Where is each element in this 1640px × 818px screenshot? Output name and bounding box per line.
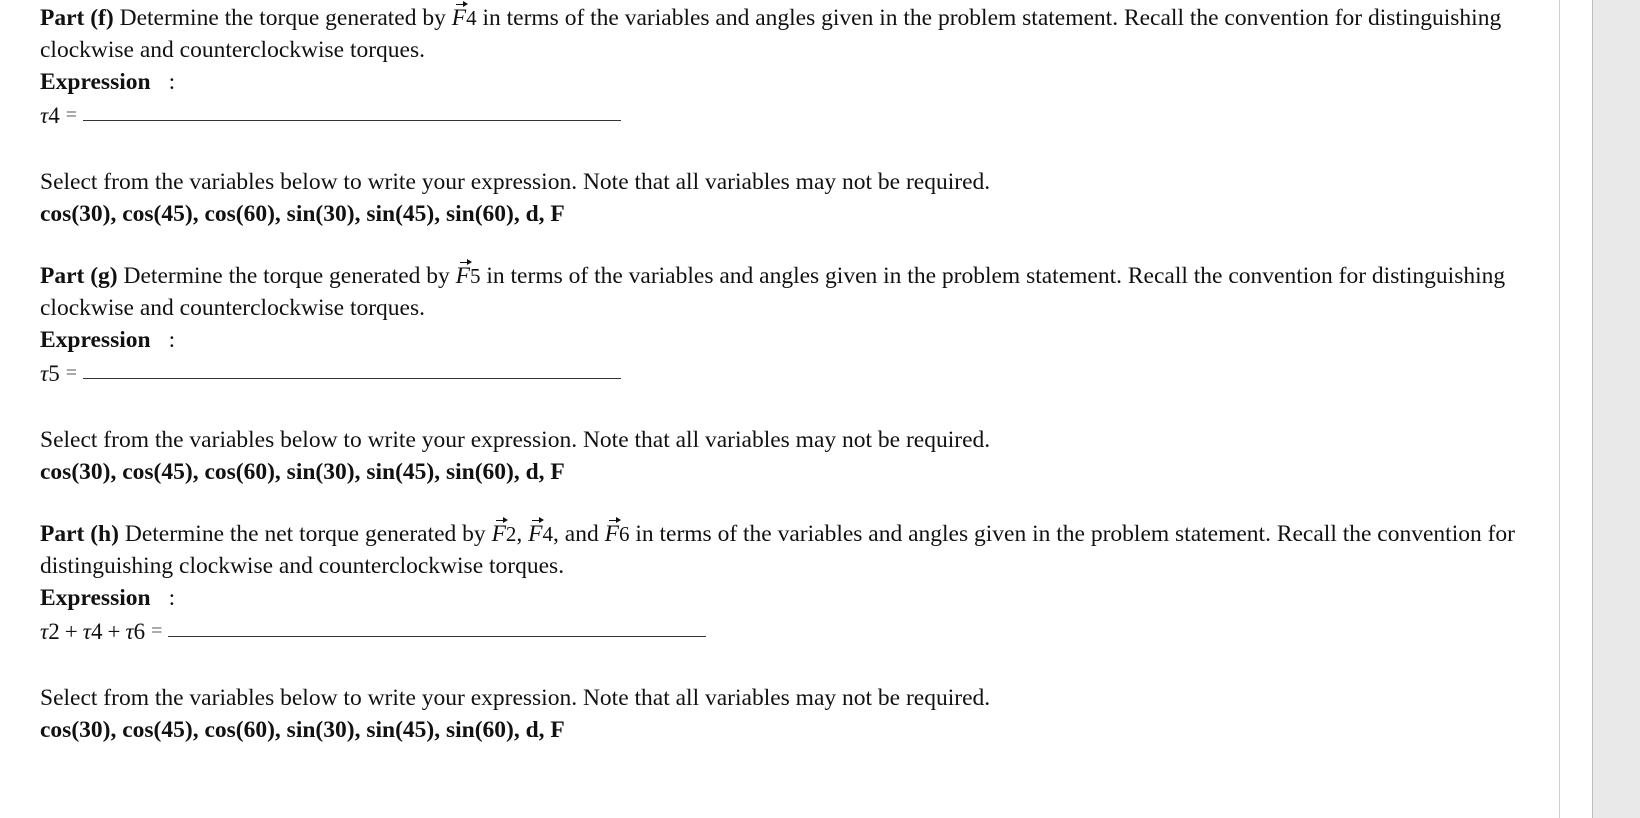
vector-f4 (452, 2, 466, 34)
vector-sub: 2 (505, 522, 517, 546)
part-h-text-after: in terms of the variables and angles given in the problem statement. Recall the convention for distinguishing clockwise and counterclockwise torques. (40, 521, 1516, 579)
vector-separator: , (516, 521, 529, 547)
answer-blank-f[interactable] (83, 98, 621, 121)
variables-list: cos(30), cos(45), cos(60), sin(30), sin(45), sin(60), d, F (40, 201, 565, 227)
expression-colon: : (168, 585, 176, 611)
part-g-text-after: in terms of the variables and angles given in the problem statement. Recall the convention for distinguishing clockwise and counterclockwise torques. (40, 263, 1506, 321)
part-h (40, 518, 1545, 746)
part-h-question (40, 518, 1545, 582)
expression-colon: : (168, 327, 176, 353)
vector-f4 (528, 518, 542, 550)
vector-f2 (492, 518, 506, 550)
left-margin (0, 0, 34, 818)
part-h-label: Part (h) (40, 521, 119, 547)
answer-row-h (40, 614, 1545, 652)
equals-sign: = (65, 362, 78, 384)
select-instructions: Select from the variables below to write your expression. Note that all variables may not be required. (40, 685, 991, 711)
answer-blank-g[interactable] (83, 356, 621, 379)
tau-subscript: 4 (48, 103, 60, 128)
vector-sub: 5 (470, 264, 481, 288)
vector-letter: F (491, 521, 506, 547)
answer-blank-h[interactable] (168, 614, 706, 637)
expression-heading (40, 66, 1545, 98)
expression-label: Expression (40, 327, 151, 353)
tau-subscript: 5 (48, 361, 60, 386)
equals-sign: = (151, 620, 163, 642)
vector-f5 (456, 260, 470, 292)
plus-sign: + (64, 619, 78, 644)
part-f-label: Part (f) (40, 5, 114, 31)
vector-letter: F (451, 5, 467, 31)
tau-symbol: τ (40, 103, 49, 128)
part-h-text-before: Determine the net torque generated by (118, 521, 492, 547)
answer-variable (40, 358, 60, 390)
vector-sub: 4 (466, 6, 477, 30)
part-g-question (40, 260, 1545, 324)
part-f (40, 2, 1545, 230)
vector-letter: F (528, 521, 543, 547)
tau-symbol: τ (40, 361, 49, 386)
tau-symbol: τ (82, 619, 91, 644)
expression-heading (40, 324, 1545, 356)
answer-row-g (40, 356, 1545, 394)
variables-list: cos(30), cos(45), cos(60), sin(30), sin(45), sin(60), d, F (40, 717, 565, 743)
tau-subscript: 4 (90, 619, 103, 644)
part-g (40, 260, 1545, 488)
plus-sign: + (107, 619, 121, 644)
select-instructions: Select from the variables below to write your expression. Note that all variables may not be required. (40, 169, 991, 195)
equals-sign: = (65, 104, 78, 126)
vector-sub: 4 (542, 522, 554, 546)
vector-letter: F (455, 263, 470, 289)
expression-label: Expression (40, 585, 151, 611)
variables-list: cos(30), cos(45), cos(60), sin(30), sin(45), sin(60), d, F (40, 459, 565, 485)
expression-label: Expression (40, 69, 151, 95)
tau-symbol: τ (40, 619, 49, 644)
tau-subscript: 6 (133, 619, 146, 644)
part-f-text-after: in terms of the variables and angles given in the problem statement. Recall the convention for distinguishing clockwise and counterclockwise torques. (40, 5, 1502, 63)
tau-symbol: τ (125, 619, 134, 644)
vector-letter: F (604, 521, 619, 547)
part-f-text-before: Determine the torque generated by (113, 5, 452, 31)
answer-variable (40, 100, 60, 132)
part-g-label: Part (g) (40, 263, 118, 289)
expression-colon: : (168, 69, 176, 95)
tau-subscript: 2 (48, 619, 60, 644)
part-f-question (40, 2, 1545, 66)
vector-sub: 6 (618, 522, 630, 546)
scrollbar-track[interactable] (1592, 0, 1640, 818)
expression-heading (40, 582, 1545, 614)
part-g-text-before: Determine the torque generated by (117, 263, 456, 289)
question-content (40, 2, 1545, 746)
vector-separator: , and (553, 521, 605, 547)
right-gutter (1560, 0, 1592, 818)
vector-f6 (605, 518, 619, 550)
answer-variable (40, 616, 145, 648)
answer-row-f (40, 98, 1545, 136)
select-instructions: Select from the variables below to write your expression. Note that all variables may not be required. (40, 427, 991, 453)
